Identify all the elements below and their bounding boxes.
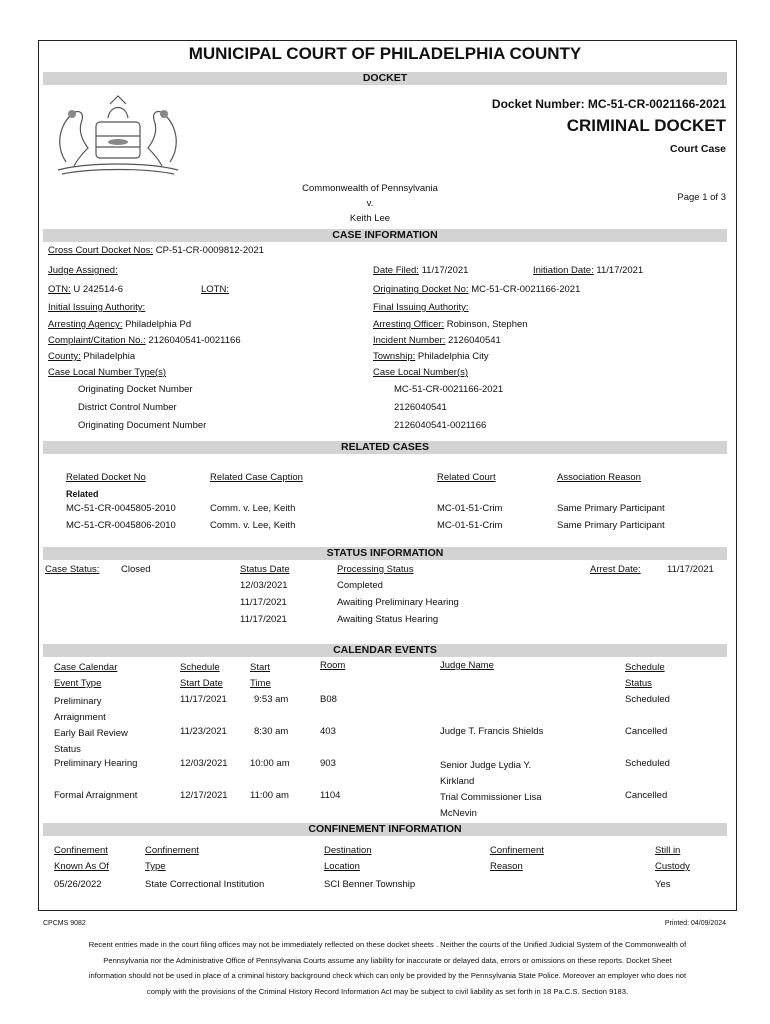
docket-type: CRIMINAL DOCKET (566, 116, 726, 135)
event-type-header: Case Calendar Event Type (54, 662, 118, 689)
event-start-date: 11/17/2021 (180, 694, 227, 705)
event-judge: Judge T. Francis Shields (440, 726, 544, 737)
event-start-date: 11/23/2021 (180, 726, 227, 737)
related-case-caption: Comm. v. Lee, Keith (210, 520, 296, 531)
docket-number: Docket Number: MC-51-CR-0021166-2021 (491, 97, 726, 111)
form-id: CPCMS 9082 (43, 920, 86, 927)
destination-location: SCI Benner Township (324, 879, 416, 890)
printed-date: Printed: 04/09/2024 (664, 920, 726, 927)
arrest-date-label: Arrest Date: (590, 564, 641, 575)
start-time-header: Start Time (250, 662, 271, 689)
case-status-label: Case Status: (45, 564, 100, 575)
event-start-time: 9:53 am (254, 694, 289, 705)
status-date: 11/17/2021 (240, 597, 287, 608)
event-room: 903 (320, 758, 336, 769)
event-room: B08 (320, 694, 337, 705)
event-status: Scheduled (625, 758, 670, 769)
case-information-bar: CASE INFORMATION (43, 229, 727, 242)
lotn-label: LOTN: (201, 284, 229, 295)
event-start-time: 10:00 am (250, 758, 290, 769)
related-docket-no: MC-51-CR-0045805-2010 (66, 503, 176, 514)
final-issuing-authority-label: Final Issuing Authority: (373, 302, 469, 313)
local-type-item: District Control Number (78, 402, 177, 413)
event-start-time: 11:00 am (250, 790, 289, 801)
county: County: Philadelphia (48, 351, 136, 362)
arresting-officer: Arresting Officer: Robinson, Stephen (373, 319, 528, 330)
event-type: Preliminary Hearing (54, 758, 138, 769)
arresting-agency: Arresting Agency: Philadelphia Pd (48, 319, 192, 330)
local-number-item: MC-51-CR-0021166-2021 (394, 384, 504, 395)
event-start-date: 12/17/2021 (180, 790, 228, 801)
cross-court-docket: Cross Court Docket Nos: CP-51-CR-0009812-2021 (48, 245, 264, 256)
event-judge: Trial Commissioner Lisa McNevin (440, 792, 542, 819)
township: Township: Philadelphia City (373, 351, 489, 362)
schedule-status-header: Schedule Status (625, 662, 665, 689)
still-in-custody: Yes (655, 879, 671, 890)
court-case-label: Court Case (669, 143, 726, 155)
status-date-header: Status Date (240, 564, 290, 575)
arrest-date-value: 11/17/2021 (667, 564, 714, 575)
processing-status: Awaiting Preliminary Hearing (337, 597, 459, 608)
start-date-header: Schedule Start Date (180, 662, 223, 689)
association-reason: Same Primary Participant (557, 520, 665, 531)
confinement-information-bar: CONFINEMENT INFORMATION (43, 823, 727, 836)
event-status: Scheduled (625, 694, 670, 705)
confinement-known-header: Confinement Known As Of (54, 845, 109, 872)
event-start-date: 12/03/2021 (180, 758, 228, 769)
processing-status: Completed (337, 580, 383, 591)
related-cases-bar: RELATED CASES (43, 441, 727, 454)
case-status-value: Closed (121, 564, 151, 575)
confinement-type-header: Confinement Type (145, 845, 199, 872)
association-reason-header: Association Reason (557, 472, 641, 483)
related-caption-header: Related Case Caption (210, 472, 303, 483)
disclaimer-text: Recent entries made in the court filing offices may not be immediately reflected on these docket sheets . Neither the courts of the Unified Judicial System of the Commonwealth of Pennsylvania nor the Administrative Office of Pennsylvania Courts assume any liability for inaccurate or delayed data, errors or omissions on these reports. Docket Sheet information should not be used in place of a criminal history background check which can only be provided by the Pennsylvania State Police. Moreover an employer who does not comply with the provisions of the Criminal History Record Information Act may be subject to civil liability as set forth in 18 Pa.C.S. Section 9183. (88, 940, 687, 996)
processing-status: Awaiting Status Hearing (337, 614, 439, 625)
incident-number: Incident Number: 2126040541 (373, 335, 501, 346)
event-start-time: 8:30 am (254, 726, 289, 737)
event-status: Cancelled (625, 726, 668, 737)
related-court: MC-01-51-Crim (437, 520, 503, 531)
complaint-citation: Complaint/Citation No.: 2126040541-0021166 (48, 335, 241, 346)
court-title: MUNICIPAL COURT OF PHILADELPHIA COUNTY (188, 44, 582, 63)
related-group-label: Related (66, 489, 99, 499)
status-information-bar: STATUS INFORMATION (43, 547, 727, 560)
case-local-number-type-label: Case Local Number Type(s) (48, 367, 167, 378)
page-indicator: Page 1 of 3 (677, 192, 726, 203)
status-date: 12/03/2021 (240, 580, 288, 591)
initial-issuing-authority-label: Initial Issuing Authority: (48, 302, 146, 313)
local-type-item: Originating Document Number (78, 420, 207, 431)
event-judge: Senior Judge Lydia Y. Kirkland (440, 760, 532, 787)
initiation-date: Initiation Date: 11/17/2021 (533, 265, 644, 276)
destination-location-header: Destination Location (324, 845, 372, 872)
caption-line-1: Commonwealth of Pennsylvania (302, 183, 438, 194)
case-local-number-label: Case Local Number(s) (373, 367, 469, 378)
originating-docket: Originating Docket No: MC-51-CR-0021166-2021 (373, 284, 581, 295)
date-filed: Date Filed: 11/17/2021 (373, 265, 469, 276)
calendar-events-bar: CALENDAR EVENTS (43, 644, 727, 657)
otn: OTN: U 242514-6 (48, 284, 123, 295)
related-docket-no: MC-51-CR-0045806-2010 (66, 520, 176, 531)
related-docket-header: Related Docket No (66, 472, 146, 483)
local-type-item: Originating Docket Number (78, 384, 193, 395)
confinement-reason-header: Confinement Reason (490, 845, 544, 872)
association-reason: Same Primary Participant (557, 503, 665, 514)
still-in-custody-header: Still in Custody (655, 845, 690, 872)
related-court: MC-01-51-Crim (437, 503, 503, 514)
caption-line-3: Keith Lee (349, 213, 391, 224)
event-room: 403 (320, 726, 336, 737)
event-type: Early Bail Review Status (54, 728, 128, 755)
judge-name-header: Judge Name (440, 660, 494, 671)
local-number-item: 2126040541-0021166 (394, 420, 487, 431)
related-court-header: Related Court (437, 472, 496, 483)
event-status: Cancelled (625, 790, 668, 801)
caption-line-2: v. (366, 198, 374, 209)
event-type: Preliminary Arraignment (54, 696, 106, 723)
pennsylvania-seal-icon (48, 92, 188, 178)
event-type: Formal Arraignment (54, 790, 138, 801)
processing-status-header: Processing Status (337, 564, 414, 575)
related-case-caption: Comm. v. Lee, Keith (210, 503, 296, 514)
confinement-type: State Correctional Institution (145, 879, 265, 890)
event-room: 1104 (320, 790, 341, 801)
local-number-item: 2126040541 (394, 402, 447, 413)
room-header: Room (320, 660, 346, 671)
docket-bar: DOCKET (43, 72, 727, 85)
status-date: 11/17/2021 (240, 614, 287, 625)
judge-assigned-label: Judge Assigned: (48, 265, 118, 276)
confinement-known-as-of: 05/26/2022 (54, 879, 102, 890)
